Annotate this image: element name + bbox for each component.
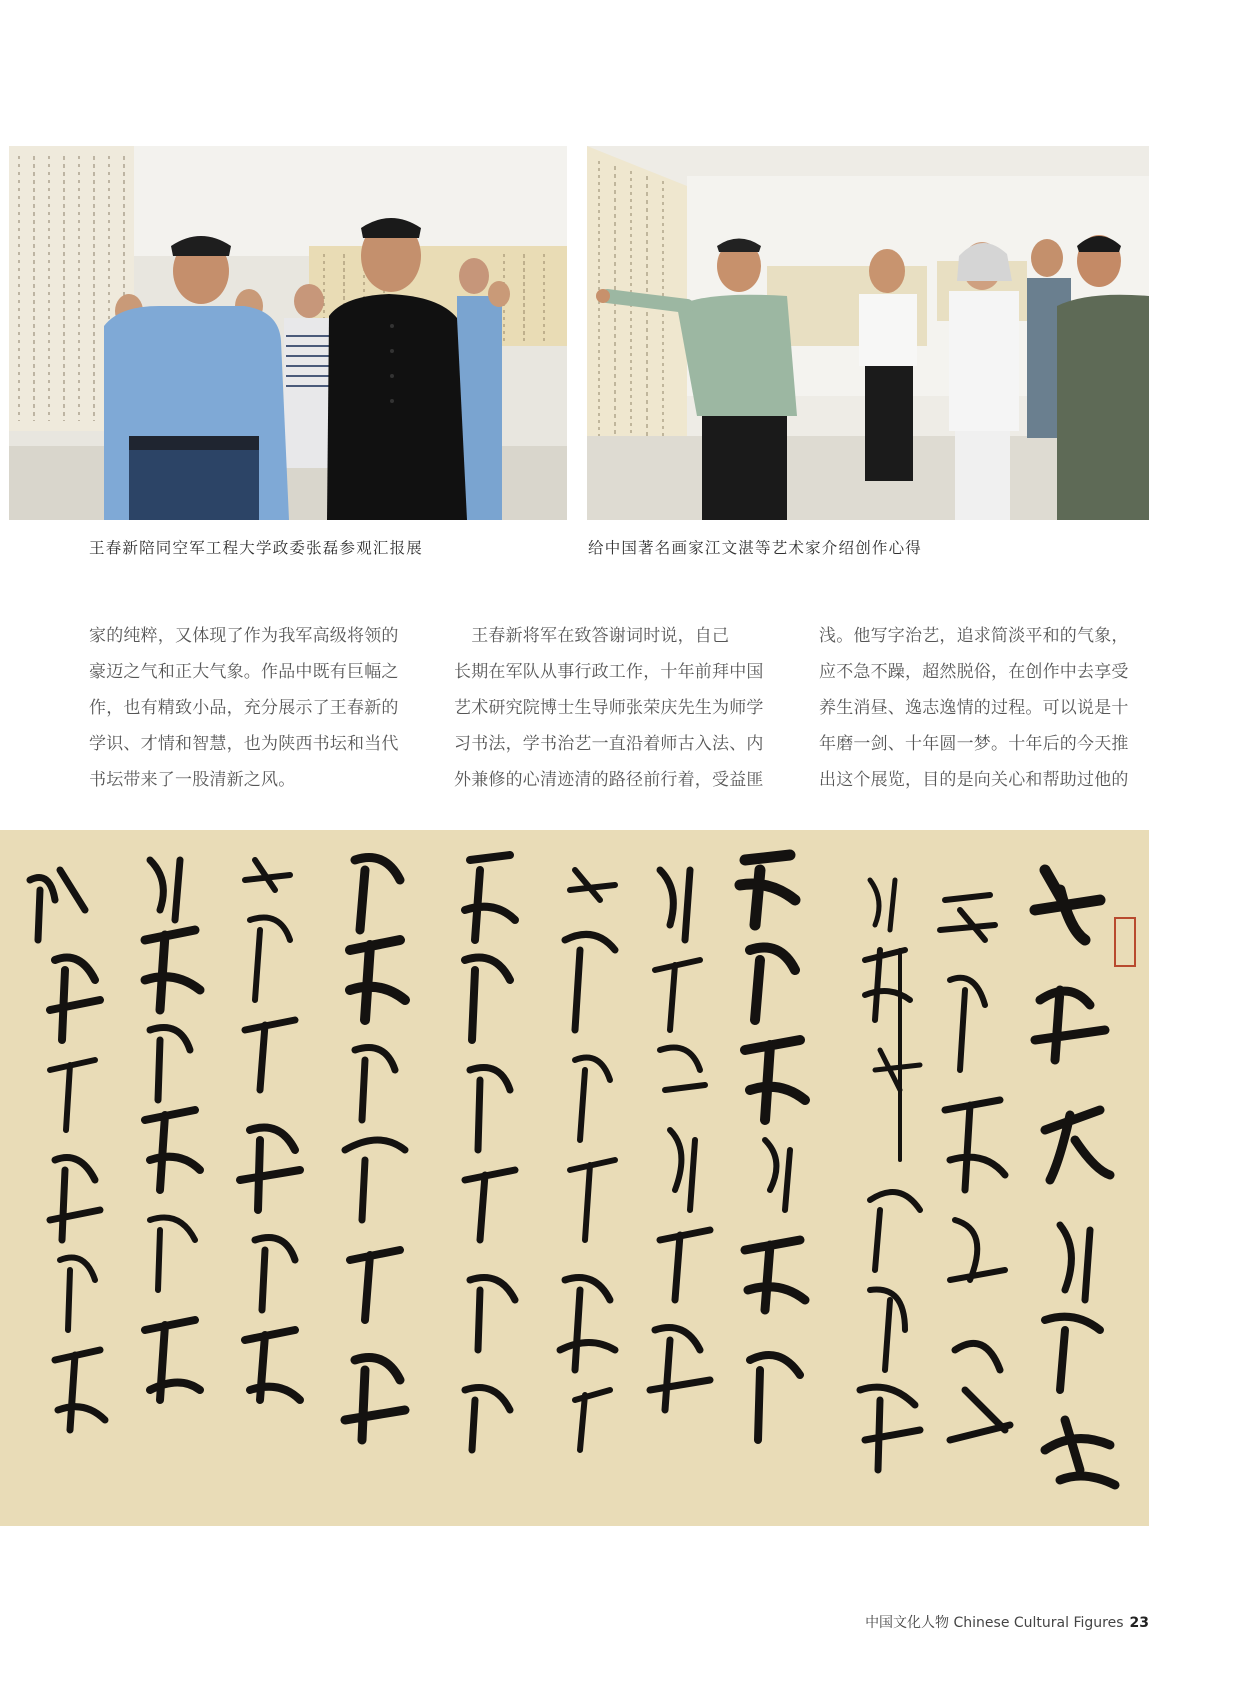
text-line: 艺术研究院博士生导师张荣庆先生为师学	[454, 698, 764, 718]
page-footer	[865, 1612, 1149, 1632]
publication-name: 中国文化人物 Chinese Cultural Figures	[865, 1615, 1124, 1631]
text-line: 外兼修的心清迹清的路径前行着，受益匪	[454, 770, 764, 790]
text-line: 王春新将军在致答谢词时说，自己	[454, 626, 730, 646]
photo-caption-left: 王春新陪同空军工程大学政委张磊参观汇报展	[89, 539, 424, 557]
text-line: 豪迈之气和正大气象。作品中既有巨幅之	[89, 662, 399, 682]
text-line: 长期在军队从事行政工作，十年前拜中国	[454, 662, 764, 682]
article-column-1	[89, 618, 422, 798]
photo-exhibition-visit	[9, 146, 567, 520]
page-number: 23	[1129, 1615, 1149, 1631]
text-line: 浅。他写字治艺，追求简淡平和的气象，	[819, 626, 1129, 646]
calligraphy-artwork	[0, 830, 1149, 1526]
text-line: 书坛带来了一股清新之风。	[89, 770, 296, 790]
text-line: 出这个展览，目的是向关心和帮助过他的	[819, 770, 1129, 790]
text-line: 养生消昼、逸志逸情的过程。可以说是十	[819, 698, 1129, 718]
text-line: 作，也有精致小品，充分展示了王春新的	[89, 698, 399, 718]
photo-artist-introduction	[587, 146, 1149, 520]
photo-caption-right: 给中国著名画家江文湛等艺术家介绍创作心得	[588, 539, 923, 557]
text-line: 习书法，学书治艺一直沿着师古入法、内	[454, 734, 764, 754]
text-line: 家的纯粹，又体现了作为我军高级将领的	[89, 626, 399, 646]
article-column-2	[454, 618, 787, 798]
text-line: 学识、才情和智慧，也为陕西书坛和当代	[89, 734, 399, 754]
article-column-3	[819, 618, 1152, 798]
text-line: 年磨一剑、十年圆一梦。十年后的今天推	[819, 734, 1129, 754]
text-line: 应不急不躁，超然脱俗，在创作中去享受	[819, 662, 1129, 682]
